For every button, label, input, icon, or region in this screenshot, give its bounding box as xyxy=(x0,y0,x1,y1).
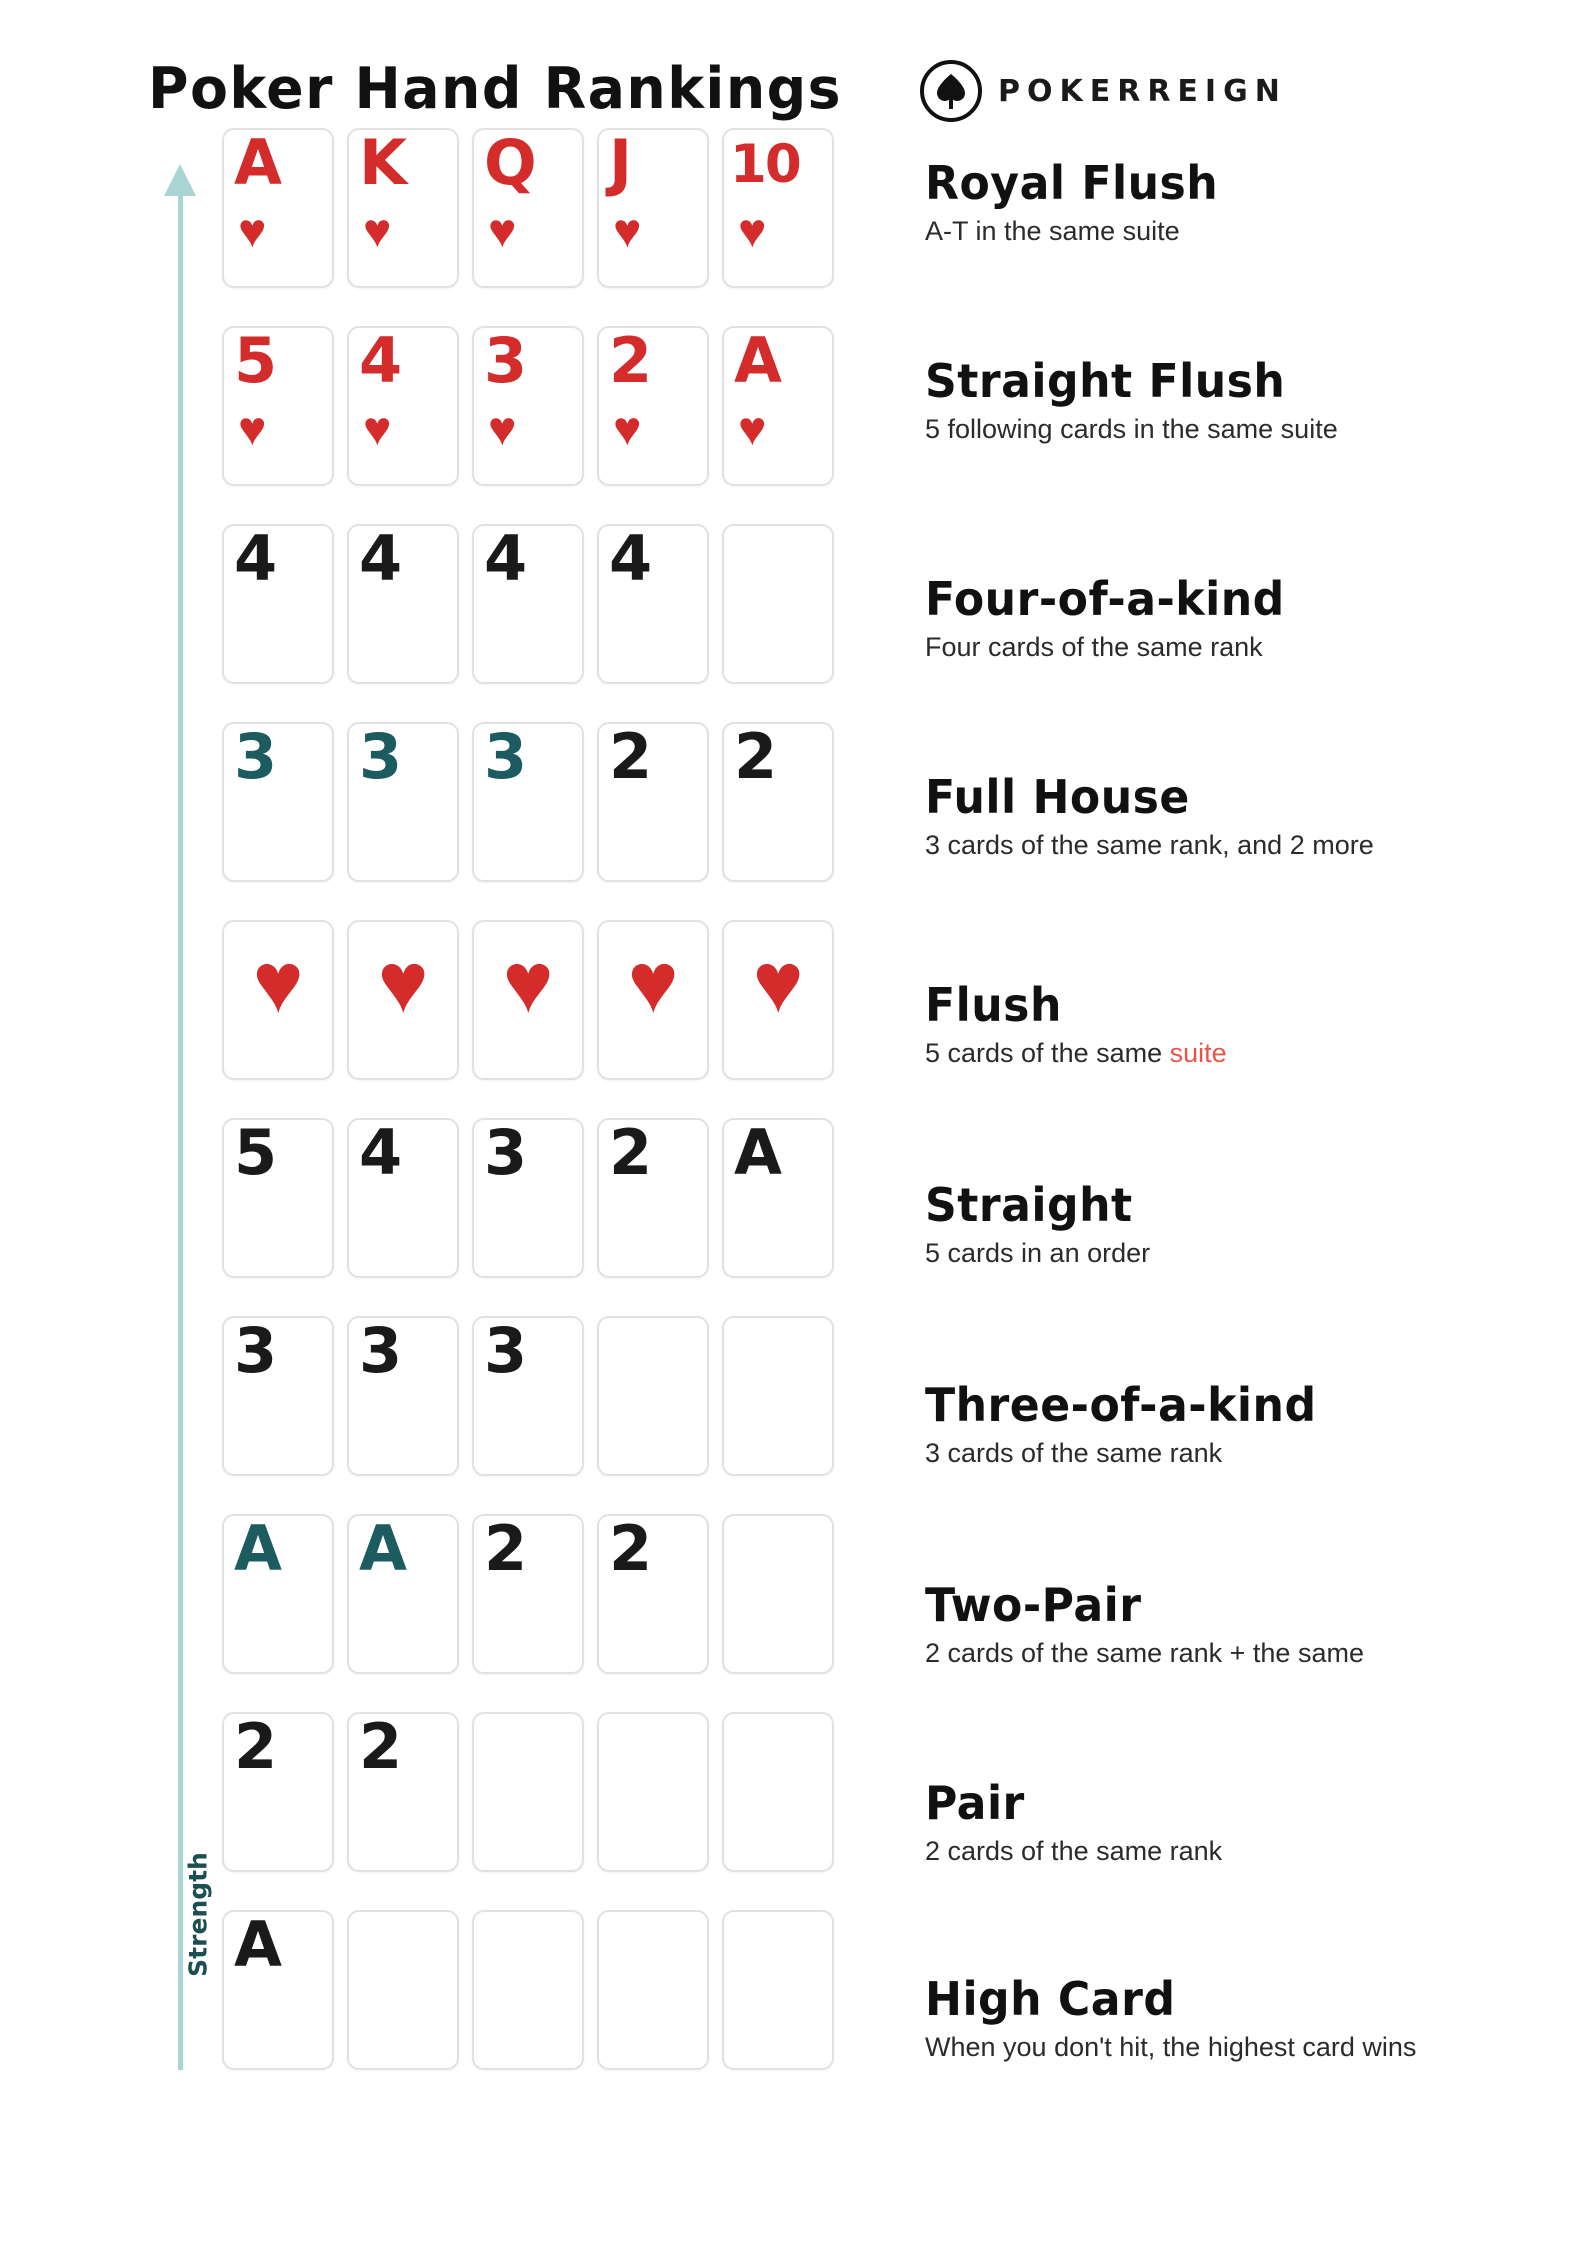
card-group xyxy=(222,326,834,486)
card xyxy=(472,1316,584,1476)
heart-icon: ♥ xyxy=(613,205,642,258)
ranking-text xyxy=(925,156,1585,247)
ranking-text xyxy=(925,1578,1585,1669)
ranking-description: 3 cards of the same rank xyxy=(925,1438,1223,1468)
heart-icon: ♥ xyxy=(502,935,554,1031)
card-rank: 3 xyxy=(234,1314,276,1387)
heart-icon: ♥ xyxy=(738,205,767,258)
card xyxy=(222,1316,334,1476)
card xyxy=(472,920,584,1080)
card xyxy=(222,1514,334,1674)
ranking-row-straight xyxy=(0,1118,1588,1316)
heart-icon: ♥ xyxy=(252,935,304,1031)
card-rank: 4 xyxy=(359,522,401,595)
card-rank: 3 xyxy=(359,1314,401,1387)
heart-icon: ♥ xyxy=(238,403,267,456)
ranking-row-four-of-a-kind xyxy=(0,524,1588,722)
card xyxy=(597,1514,709,1674)
card-empty xyxy=(722,1316,834,1476)
card xyxy=(472,326,584,486)
ranking-description: 5 following cards in the same suite xyxy=(925,414,1338,444)
card xyxy=(597,1118,709,1278)
card-empty xyxy=(347,1910,459,2070)
ranking-row-flush xyxy=(0,920,1588,1118)
ranking-description-highlight: suite xyxy=(1169,1038,1227,1068)
ranking-description-text: 5 cards of the same xyxy=(925,1038,1170,1068)
card xyxy=(597,128,709,288)
card-empty xyxy=(722,1712,834,1872)
ranking-row-royal-flush xyxy=(0,128,1588,326)
ranking-text xyxy=(925,770,1585,861)
card-group xyxy=(222,920,834,1080)
card xyxy=(222,722,334,882)
heart-icon: ♥ xyxy=(488,205,517,258)
card xyxy=(347,1118,459,1278)
card xyxy=(222,524,334,684)
card xyxy=(222,1910,334,2070)
card-rank: 3 xyxy=(484,720,526,793)
ranking-name: Two-Pair xyxy=(925,1578,1142,1632)
ranking-name: High Card xyxy=(925,1972,1176,2026)
card-group xyxy=(222,1514,834,1674)
ranking-description xyxy=(925,1038,1585,1069)
card xyxy=(722,920,834,1080)
heart-icon: ♥ xyxy=(363,403,392,456)
card xyxy=(347,1316,459,1476)
card-rank: A xyxy=(734,1116,780,1189)
card xyxy=(472,128,584,288)
ranking-description: 2 cards of the same rank xyxy=(925,1836,1223,1866)
card xyxy=(597,920,709,1080)
card-rank: A xyxy=(359,1512,405,1585)
card xyxy=(347,1712,459,1872)
brand xyxy=(920,60,1287,122)
card-group xyxy=(222,524,834,684)
card xyxy=(722,326,834,486)
card-group xyxy=(222,722,834,882)
card-rank: 2 xyxy=(609,324,651,397)
card-group xyxy=(222,1118,834,1278)
card xyxy=(597,524,709,684)
ranking-description: A-T in the same suite xyxy=(925,216,1180,246)
ranking-text xyxy=(925,1776,1585,1867)
card-rank: 3 xyxy=(234,720,276,793)
card-rank: 2 xyxy=(734,720,776,793)
card-rank: 3 xyxy=(484,324,526,397)
card xyxy=(597,326,709,486)
ranking-name: Royal Flush xyxy=(925,156,1219,210)
card xyxy=(222,1712,334,1872)
ranking-row-three-of-a-kind xyxy=(0,1316,1588,1514)
brand-name: POKERREIGN xyxy=(998,73,1287,109)
ranking-text xyxy=(925,1972,1585,2063)
ranking-text xyxy=(925,572,1585,663)
card-group xyxy=(222,128,834,288)
card-rank: 2 xyxy=(484,1512,526,1585)
card-empty xyxy=(472,1712,584,1872)
card-empty xyxy=(597,1712,709,1872)
card-rank: 5 xyxy=(234,324,276,397)
card xyxy=(347,1514,459,1674)
ranking-description: 5 cards in an order xyxy=(925,1238,1151,1268)
card xyxy=(722,128,834,288)
card xyxy=(347,920,459,1080)
card-rank: A xyxy=(734,324,780,397)
heart-icon: ♥ xyxy=(752,935,804,1031)
card-rank: A xyxy=(234,126,280,199)
ranking-row-two-pair xyxy=(0,1514,1588,1712)
card-rank: A xyxy=(234,1512,280,1585)
ranking-name: Full House xyxy=(925,770,1190,824)
card-group xyxy=(222,1316,834,1476)
card-rank: 4 xyxy=(359,1116,401,1189)
card xyxy=(222,920,334,1080)
card-group xyxy=(222,1712,834,1872)
ranking-name: Pair xyxy=(925,1776,1025,1830)
ranking-text xyxy=(925,978,1585,1069)
rankings-list xyxy=(0,128,1588,2108)
page-title: Poker Hand Rankings xyxy=(148,56,843,122)
card-group xyxy=(222,1910,834,2070)
card xyxy=(347,326,459,486)
card xyxy=(597,722,709,882)
card xyxy=(222,326,334,486)
ranking-name: Four-of-a-kind xyxy=(925,572,1285,626)
ranking-text xyxy=(925,1178,1585,1269)
card-rank: 2 xyxy=(234,1710,276,1783)
ranking-row-full-house xyxy=(0,722,1588,920)
card-rank: 5 xyxy=(234,1116,276,1189)
card-rank: 2 xyxy=(609,720,651,793)
card xyxy=(347,722,459,882)
heart-icon: ♥ xyxy=(363,205,392,258)
card-empty xyxy=(722,524,834,684)
card xyxy=(472,524,584,684)
card xyxy=(722,722,834,882)
card-empty xyxy=(597,1910,709,2070)
card-rank: 3 xyxy=(359,720,401,793)
card-rank: 2 xyxy=(359,1710,401,1783)
card-empty xyxy=(722,1514,834,1674)
card-rank: 3 xyxy=(484,1116,526,1189)
ranking-name: Flush xyxy=(925,978,1062,1032)
card-rank: 4 xyxy=(609,522,651,595)
card xyxy=(722,1118,834,1278)
card xyxy=(347,128,459,288)
strength-label: Strength xyxy=(183,1852,213,1977)
card xyxy=(472,1514,584,1674)
heart-icon: ♥ xyxy=(627,935,679,1031)
card-rank: 2 xyxy=(609,1512,651,1585)
header xyxy=(0,30,1588,140)
ranking-name: Three-of-a-kind xyxy=(925,1378,1317,1432)
ranking-name: Straight Flush xyxy=(925,354,1286,408)
card-empty xyxy=(597,1316,709,1476)
ranking-row-straight-flush xyxy=(0,326,1588,524)
card-empty xyxy=(472,1910,584,2070)
card-rank: Q xyxy=(484,126,535,199)
card xyxy=(347,524,459,684)
card xyxy=(222,1118,334,1278)
ranking-description: When you don't hit, the highest card wins xyxy=(925,2032,1417,2062)
card-empty xyxy=(722,1910,834,2070)
card xyxy=(222,128,334,288)
heart-icon: ♥ xyxy=(488,403,517,456)
ranking-description: 2 cards of the same rank + the same xyxy=(925,1638,1364,1668)
card-rank: 3 xyxy=(484,1314,526,1387)
heart-icon: ♥ xyxy=(377,935,429,1031)
card-rank: K xyxy=(359,126,406,199)
ranking-text xyxy=(925,354,1585,445)
card-rank: 10 xyxy=(730,134,800,195)
card-rank: 4 xyxy=(484,522,526,595)
ranking-description: Four cards of the same rank xyxy=(925,632,1263,662)
heart-icon: ♥ xyxy=(238,205,267,258)
card-rank: 2 xyxy=(609,1116,651,1189)
heart-icon: ♥ xyxy=(613,403,642,456)
spade-in-circle-icon xyxy=(920,60,982,122)
card-rank: J xyxy=(609,126,631,199)
card-rank: 4 xyxy=(234,522,276,595)
heart-icon: ♥ xyxy=(738,403,767,456)
card xyxy=(472,1118,584,1278)
card-rank: 4 xyxy=(359,324,401,397)
ranking-row-high-card xyxy=(0,1910,1588,2108)
ranking-text xyxy=(925,1378,1585,1469)
card xyxy=(472,722,584,882)
card-rank: A xyxy=(234,1908,280,1981)
ranking-row-pair xyxy=(0,1712,1588,1910)
ranking-name: Straight xyxy=(925,1178,1133,1232)
ranking-description: 3 cards of the same rank, and 2 more xyxy=(925,830,1374,860)
